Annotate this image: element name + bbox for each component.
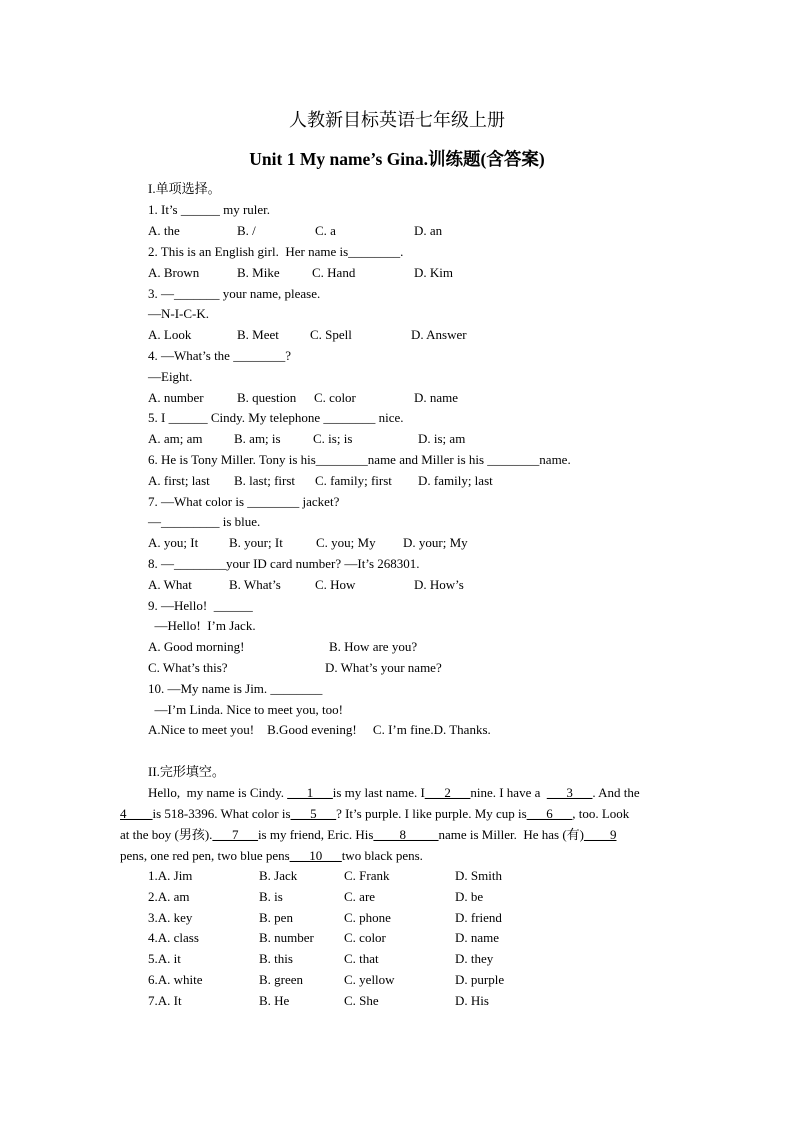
option-b: B. How are you? [329, 639, 418, 654]
option-a: A. Good morning! [148, 639, 245, 654]
option-a: A. you; It [148, 535, 199, 550]
question-9-reply: —Hello! I’m Jack. [148, 618, 256, 633]
question-4: 4. —What’s the ________? [148, 348, 291, 363]
option-d: D. Kim [414, 265, 453, 280]
option-c: C. Frank [344, 868, 390, 883]
blank: ___6___ [526, 806, 573, 821]
option-c: C. What’s this? [148, 660, 228, 675]
option-d: D. family; last [418, 473, 493, 488]
blank: ___1___ [287, 785, 333, 800]
option-a: 3.A. key [148, 910, 193, 925]
option-d: D. your; My [403, 535, 468, 550]
option-b: B. Meet [237, 327, 279, 342]
blank: ___3___ [546, 785, 593, 800]
question-7: 7. —What color is ________ jacket? [148, 494, 340, 509]
blank: ____8_____ [373, 827, 439, 842]
option-b: B. is [259, 889, 283, 904]
option-c: C. yellow [344, 972, 395, 987]
option-c: C. Spell [310, 327, 352, 342]
option-d: D. be [455, 889, 484, 904]
question-3: 3. —_______ your name, please. [148, 286, 321, 301]
option-b: B. / [237, 223, 256, 238]
option-a: 2.A. am [148, 889, 190, 904]
option-a: A. What [148, 577, 192, 592]
option-c: C. is; is [313, 431, 353, 446]
option-a: A. first; last [148, 473, 210, 488]
passage-line: Hello, my name is Cindy. ___1___is my last name. I___2___nine. I have a ___3___. And the [148, 785, 640, 800]
option-d: D. His [455, 993, 489, 1008]
blank: 4____ [120, 806, 153, 821]
blank: ___7___ [212, 827, 258, 842]
option-d: D. friend [455, 910, 502, 925]
question-4-reply: —Eight. [148, 369, 193, 384]
option-d: D. Smith [455, 868, 502, 883]
question-10-reply: —I’m Linda. Nice to meet you, too! [148, 702, 343, 717]
option-b: B. What’s [229, 577, 281, 592]
option-a: A. the [148, 223, 180, 238]
blank: ___5___ [290, 806, 337, 821]
option-b: B. pen [259, 910, 293, 925]
option-d: D. purple [455, 972, 505, 987]
option-c: C. color [314, 390, 356, 405]
option-b: B. green [259, 972, 304, 987]
option-b: B. Mike [237, 265, 280, 280]
option-a: A. Brown [148, 265, 200, 280]
question-8: 8. —________your ID card number? —It’s 268301. [148, 556, 420, 571]
option-d: D. name [455, 930, 500, 945]
option-a: 6.A. white [148, 972, 203, 987]
option-a: A. am; am [148, 431, 203, 446]
option-b: B. this [259, 951, 293, 966]
option-b: B. Jack [259, 868, 298, 883]
option-d: D. name [414, 390, 459, 405]
option-a: 7.A. It [148, 993, 182, 1008]
option-c: C. How [315, 577, 356, 592]
question-9: 9. —Hello! ______ [148, 598, 253, 613]
option-c: C. color [344, 930, 386, 945]
section-heading: I.单项选择。 [148, 181, 221, 196]
option-a: A. number [148, 390, 204, 405]
question-2: 2. This is an English girl. Her name is________. [148, 244, 404, 259]
option-c: C. She [344, 993, 379, 1008]
option-d: D. they [455, 951, 494, 966]
option-c: C. family; first [315, 473, 392, 488]
option-b: B. He [259, 993, 290, 1008]
option-c: C. a [315, 223, 336, 238]
question-5: 5. I ______ Cindy. My telephone ________ nice. [148, 410, 404, 425]
option-a: A. Look [148, 327, 192, 342]
option-d: D. is; am [418, 431, 466, 446]
question-10: 10. —My name is Jim. ________ [148, 681, 323, 696]
option-c: C. Hand [312, 265, 356, 280]
option-a: 1.A. Jim [148, 868, 193, 883]
question-3-reply: —N-I-C-K. [148, 306, 210, 321]
blank: ___10___ [289, 848, 342, 863]
option-d: D. What’s your name? [325, 660, 442, 675]
option-a: 4.A. class [148, 930, 199, 945]
option-b: B. am; is [234, 431, 281, 446]
option-d: D. How’s [414, 577, 464, 592]
option-b: B. last; first [234, 473, 296, 488]
passage-line: 4____is 518-3396. What color is___5___? It’s purple. I like purple. My cup is___6___, too. Look [120, 806, 630, 821]
section-heading: II.完形填空。 [148, 764, 225, 779]
question-6: 6. He is Tony Miller. Tony is his________name and Miller is his ________name. [148, 452, 571, 467]
passage-line: at the boy (男孩).___7___is my friend, Eric. His____8_____name is Miller. He has (有)____9 [120, 827, 617, 842]
passage-line: pens, one red pen, two blue pens___10___two black pens. [120, 848, 423, 863]
option-c: C. you; My [316, 535, 376, 550]
question-10-options: A.Nice to meet you! B.Good evening! C. I’m fine.D. Thanks. [148, 722, 491, 737]
option-d: D. an [414, 223, 443, 238]
option-d: D. Answer [411, 327, 467, 342]
option-b: B. question [237, 390, 297, 405]
page-title: 人教新目标英语七年级上册 [289, 110, 505, 130]
option-c: C. are [344, 889, 376, 904]
blank: ____9 [583, 827, 617, 842]
option-c: C. that [344, 951, 379, 966]
option-b: B. number [259, 930, 314, 945]
question-1: 1. It’s ______ my ruler. [148, 202, 271, 217]
option-c: C. phone [344, 910, 391, 925]
page-subtitle: Unit 1 My name’s Gina.训练题(含答案) [249, 149, 545, 169]
blank: ___2___ [424, 785, 471, 800]
question-7-reply: —_________ is blue. [148, 514, 261, 529]
option-b: B. your; It [229, 535, 283, 550]
option-a: 5.A. it [148, 951, 181, 966]
